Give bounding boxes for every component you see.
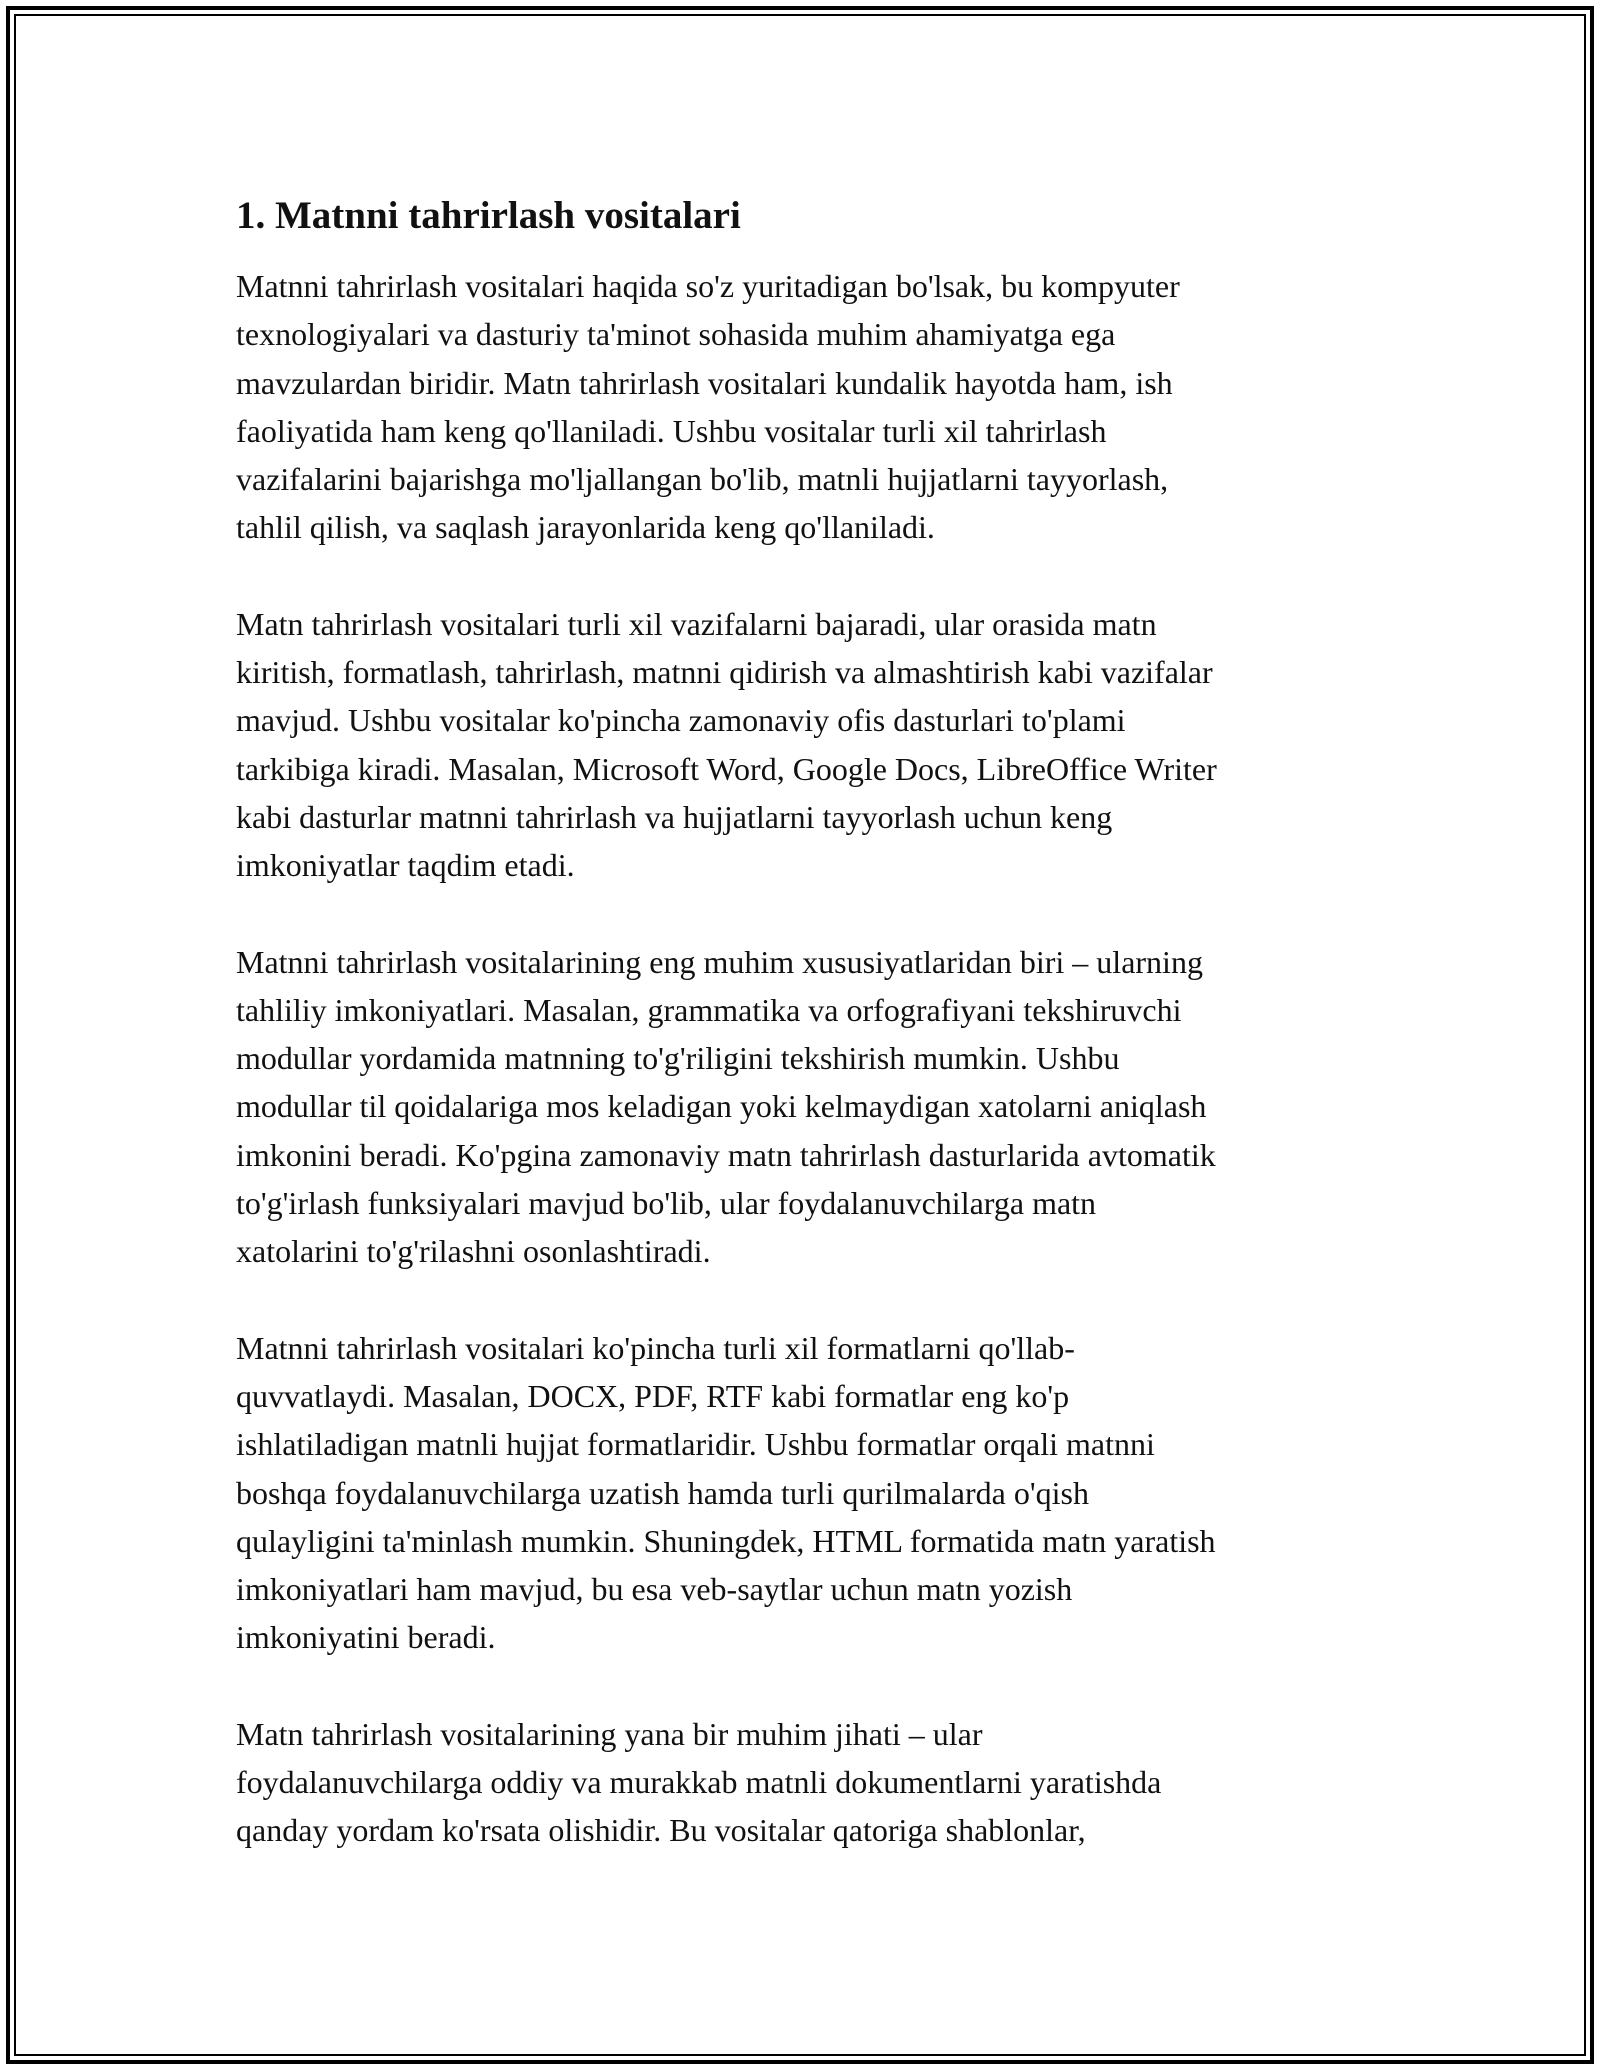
text-line: mavzulardan biridir. Matn tahrirlash vositalari kundalik hayotda ham, ish xyxy=(236,364,1173,401)
text-line: quvvatlaydi. Masalan, DOCX, PDF, RTF kabi formatlar eng ko'p xyxy=(236,1377,1070,1414)
text-line: tahliliy imkoniyatlari. Masalan, grammatika va orfografiyani tekshiruvchi xyxy=(236,991,1182,1028)
text-line: tahlil qilish, va saqlash jarayonlarida keng qo'llaniladi. xyxy=(236,509,935,546)
paragraph-2 xyxy=(236,600,1381,890)
text-line: Matnni tahrirlash vositalari ko'pincha turli xil formatlarni qo'llab- xyxy=(236,1329,1075,1366)
text-line: xatolarini to'g'rilashni osonlashtiradi. xyxy=(236,1233,711,1270)
text-line: vazifalarini bajarishga mo'ljallangan bo'lib, matnli hujjatlarni tayyorlash, xyxy=(236,461,1169,498)
text-line: Matnni tahrirlash vositalari haqida so'z yuritadigan bo'lsak, bu kompyuter xyxy=(236,268,1180,304)
text-line: kiritish, formatlash, tahrirlash, matnni qidirish va almashtirish kabi vazifalar xyxy=(236,654,1213,691)
paragraph-4 xyxy=(236,1324,1381,1662)
document-body xyxy=(236,188,1381,1903)
text-line: texnologiyalari va dasturiy ta'minot sohasida muhim ahamiyatga ega xyxy=(236,316,1116,353)
text-line: ishlatiladigan matnli hujjat formatlaridir. Ushbu formatlar orqali matnni xyxy=(236,1426,1155,1463)
text-line: kabi dasturlar matnni tahrirlash va hujjatlarni tayyorlash uchun keng xyxy=(236,798,1113,835)
text-line: to'g'irlash funksiyalari mavjud bo'lib, ular foydalanuvchilarga matn xyxy=(236,1185,1097,1222)
section-heading: 1. Matnni tahrirlash vositalari xyxy=(236,194,741,237)
text-line: modullar til qoidalariga mos keladigan yoki kelmaydigan xatolarni aniqlash xyxy=(236,1088,1207,1125)
text-line: faoliyatida ham keng qo'llaniladi. Ushbu vositalar turli xil tahrirlash xyxy=(236,412,1107,449)
text-line: Matnni tahrirlash vositalarining eng muhim xususiyatlaridan biri – ularning xyxy=(236,943,1203,980)
paragraph-3 xyxy=(236,938,1381,1276)
text-line: qulayligini ta'minlash mumkin. Shuningdek, HTML formatida matn yaratish xyxy=(236,1522,1216,1559)
text-line: qanday yordam ko'rsata olishidir. Bu vositalar qatoriga shablonlar, xyxy=(236,1812,1086,1849)
text-line: modullar yordamida matnning to'g'riligini tekshirish mumkin. Ushbu xyxy=(236,1040,1120,1077)
text-line: foydalanuvchilarga oddiy va murakkab matnli dokumentlarni yaratishda xyxy=(236,1764,1162,1801)
text-line: Matn tahrirlash vositalari turli xil vazifalarni bajaradi, ular orasida matn xyxy=(236,605,1157,642)
text-line: imkonini beradi. Ko'pgina zamonaviy matn tahrirlash dasturlarida avtomatik xyxy=(236,1136,1216,1173)
text-line: mavjud. Ushbu vositalar ko'pincha zamonaviy ofis dasturlari to'plami xyxy=(236,702,1126,739)
text-line: imkoniyatini beradi. xyxy=(236,1619,496,1656)
paragraph-1 xyxy=(236,262,1381,552)
text-line: boshqa foydalanuvchilarga uzatish hamda turli qurilmalarda o'qish xyxy=(236,1474,1089,1511)
text-line: imkoniyatlar taqdim etadi. xyxy=(236,847,575,884)
text-line: imkoniyatlari ham mavjud, bu esa veb-saytlar uchun matn yozish xyxy=(236,1571,1073,1608)
text-line: tarkibiga kiradi. Masalan, Microsoft Word, Google Docs, LibreOffice Writer xyxy=(236,750,1217,787)
text-line: Matn tahrirlash vositalarining yana bir muhim jihati – ular xyxy=(236,1715,983,1752)
paragraph-5 xyxy=(236,1710,1381,1855)
